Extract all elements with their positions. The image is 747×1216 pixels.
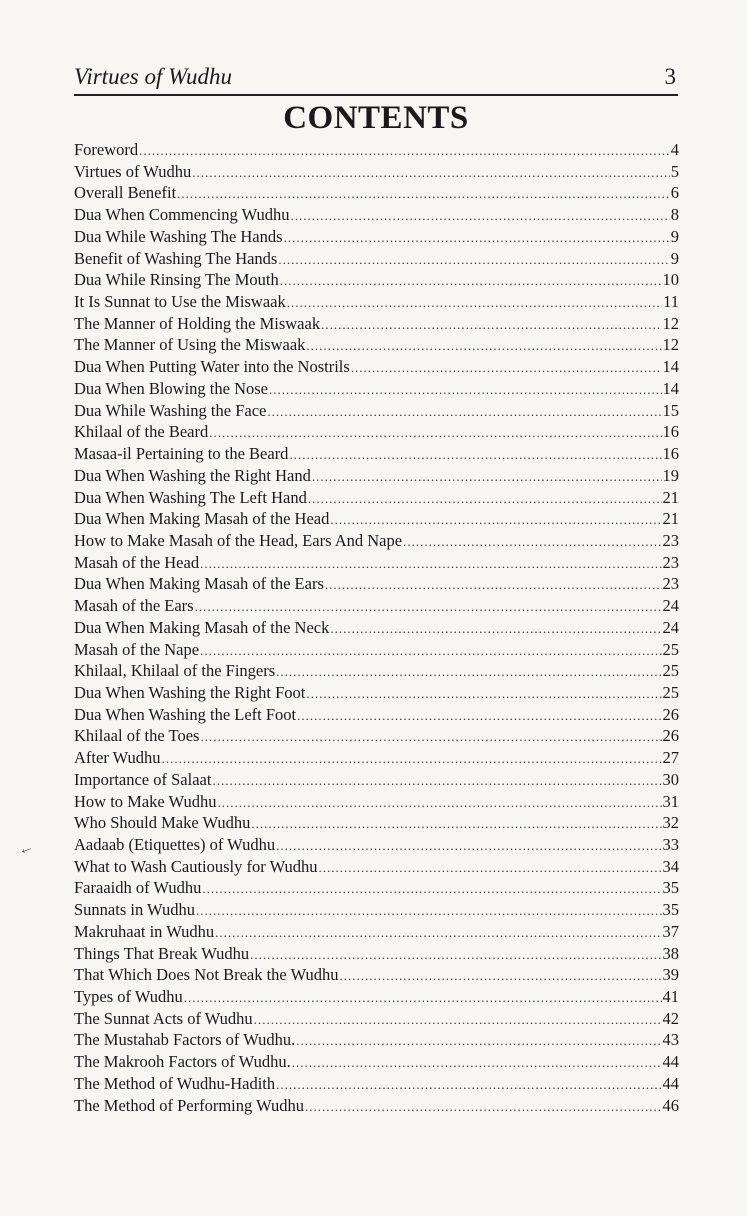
- toc-dot-leader: [297, 705, 661, 726]
- toc-dot-leader: [330, 509, 661, 530]
- toc-entry: [74, 639, 679, 661]
- toc-entry-title: Virtues of Wudhu: [74, 161, 192, 181]
- toc-dot-leader: [280, 270, 662, 291]
- toc-entry-page: 30: [662, 769, 679, 789]
- toc-entry-page: 25: [662, 661, 679, 681]
- toc-entry: [74, 1029, 679, 1051]
- toc-entry-title: Dua When Making Masah of the Neck: [74, 617, 330, 637]
- toc-entry-page: 33: [662, 835, 679, 854]
- toc-entry: [74, 791, 679, 813]
- toc-entry: [74, 161, 679, 183]
- toc-entry-page: 37: [662, 921, 679, 941]
- toc-dot-leader: [200, 726, 661, 747]
- toc-entry: [74, 139, 679, 161]
- toc-entry: [74, 617, 679, 639]
- toc-entry-page: 11: [663, 292, 679, 312]
- toc-entry-page: 19: [662, 465, 679, 485]
- toc-entry-page: 5: [670, 161, 679, 181]
- toc-entry-title: Foreword: [74, 140, 139, 159]
- toc-dot-leader: [305, 1096, 662, 1117]
- toc-entry: [74, 964, 679, 986]
- toc-entry: [74, 508, 679, 530]
- toc-entry: [74, 1073, 679, 1095]
- toc-entry-page: 10: [662, 270, 679, 290]
- toc-entry-title: Overall Benefit: [74, 183, 177, 203]
- toc-entry: [74, 573, 679, 595]
- toc-dot-leader: [306, 335, 661, 356]
- toc-entry-page: 24: [662, 617, 679, 637]
- toc-dot-leader: [284, 227, 670, 248]
- toc-dot-leader: [290, 205, 669, 226]
- toc-entry-title: Masah of the Ears: [74, 596, 194, 616]
- toc-entry-page: 6: [670, 183, 679, 203]
- toc-entry-title: The Method of Wudhu-Hadith: [74, 1073, 276, 1093]
- book-title: Virtues of Wudhu: [74, 64, 233, 89]
- toc-entry: [74, 269, 679, 291]
- toc-dot-leader: [184, 987, 662, 1008]
- toc-entry-title: Dua When Washing The Left Hand: [74, 487, 307, 507]
- toc-entry-title: Faraaidh of Wudhu: [74, 878, 202, 898]
- toc-entry-title: Types of Wudhu: [74, 987, 183, 1007]
- toc-entry-title: Aadaab (Etiquettes) of Wudhu: [74, 835, 276, 854]
- toc-dot-leader: [287, 292, 662, 313]
- toc-entry-page: 16: [662, 444, 679, 464]
- toc-entry-page: 44: [662, 1052, 679, 1072]
- toc-entry-title: How to Make Wudhu: [74, 791, 217, 811]
- toc-entry: [74, 182, 679, 204]
- toc-dot-leader: [177, 183, 670, 204]
- toc-entry-page: 4: [670, 140, 679, 159]
- toc-entry: [74, 1095, 679, 1117]
- toc-entry: [74, 487, 679, 509]
- toc-entry: [74, 356, 679, 378]
- toc-entry-title: Dua When Washing the Right Hand: [74, 465, 311, 485]
- toc-dot-leader: [308, 488, 662, 509]
- toc-entry-title: Dua While Washing The Hands: [74, 226, 283, 246]
- toc-dot-leader: [200, 553, 661, 574]
- toc-entry: [74, 747, 679, 769]
- toc-entry-page: 41: [662, 987, 679, 1007]
- toc-entry: [74, 378, 679, 400]
- toc-entry-page: 23: [662, 552, 679, 572]
- toc-entry-title: Khilaal of the Beard: [74, 422, 209, 442]
- toc-entry-title: How to Make Masah of the Head, Ears And Nape: [74, 530, 403, 550]
- toc-dot-leader: [267, 401, 661, 422]
- toc-entry: [74, 725, 679, 747]
- toc-entry-page: 26: [662, 704, 679, 724]
- toc-entry-page: 23: [662, 574, 679, 594]
- toc-entry-title: Dua When Washing the Left Foot: [74, 704, 297, 724]
- toc-entry-page: 42: [662, 1008, 679, 1028]
- toc-entry-title: What to Wash Cautiously for Wudhu: [74, 856, 318, 876]
- toc-dot-leader: [296, 1030, 661, 1051]
- toc-entry-title: Who Should Make Wudhu: [74, 813, 251, 833]
- toc-dot-leader: [250, 944, 661, 965]
- toc-entry-page: 27: [662, 748, 679, 768]
- toc-entry-page: 8: [670, 205, 679, 225]
- toc-dot-leader: [351, 357, 662, 378]
- toc-dot-leader: [340, 965, 662, 986]
- toc-dot-leader: [278, 249, 669, 270]
- toc-entry: [74, 921, 679, 943]
- toc-entry-title: Makruhaat in Wudhu: [74, 921, 215, 941]
- toc-entry: [74, 682, 679, 704]
- toc-dot-leader: [276, 661, 661, 682]
- toc-entry-title: The Sunnat Acts of Wudhu: [74, 1008, 253, 1028]
- toc-entry-title: Dua When Commencing Wudhu: [74, 205, 290, 225]
- toc-entry: [74, 943, 679, 965]
- toc-entry: [74, 660, 679, 682]
- toc-entry: [74, 899, 679, 921]
- toc-entry-page: 12: [662, 335, 679, 355]
- toc-entry: [74, 443, 679, 465]
- toc-entry-title: After Wudhu: [74, 748, 161, 768]
- toc-entry-title: Dua While Washing the Face: [74, 400, 267, 420]
- toc-dot-leader: [192, 162, 670, 183]
- toc-entry-page: 14: [662, 378, 679, 398]
- toc-entry: [74, 313, 679, 335]
- toc-entry-title: Things That Break Wudhu: [74, 943, 250, 963]
- toc-entry-title: Sunnats in Wudhu: [74, 900, 195, 920]
- toc-dot-leader: [306, 683, 661, 704]
- toc-entry-page: 35: [662, 878, 679, 898]
- toc-entry: [74, 812, 679, 834]
- toc-entry-page: 24: [662, 596, 679, 616]
- toc-entry-page: 21: [662, 509, 679, 529]
- toc-entry-page: 46: [662, 1095, 679, 1115]
- toc-dot-leader: [215, 922, 661, 943]
- toc-entry: [74, 204, 679, 226]
- toc-entry: [74, 465, 679, 487]
- toc-entry-title: Dua While Rinsing The Mouth: [74, 270, 279, 290]
- toc-entry-page: 25: [662, 682, 679, 702]
- toc-dot-leader: [217, 792, 661, 813]
- toc-entry: [74, 421, 679, 443]
- page-number: 3: [664, 64, 676, 89]
- toc-entry-page: 15: [662, 400, 679, 420]
- toc-entry: [74, 986, 679, 1008]
- toc-entry-page: 44: [662, 1073, 679, 1093]
- toc-dot-leader: [202, 878, 661, 899]
- toc-dot-leader: [269, 379, 662, 400]
- toc-entry: [74, 530, 679, 552]
- toc-entry-title: Masah of the Nape: [74, 639, 200, 659]
- contents-heading: CONTENTS: [283, 100, 469, 136]
- toc-dot-leader: [162, 748, 662, 769]
- toc-dot-leader: [292, 1052, 662, 1073]
- toc-entry: [74, 226, 679, 248]
- toc-dot-leader: [200, 640, 661, 661]
- toc-dot-leader: [195, 596, 662, 617]
- toc-entry-page: 9: [670, 226, 679, 246]
- toc-dot-leader: [330, 618, 661, 639]
- toc-entry-title: Benefit of Washing The Hands: [74, 248, 278, 268]
- toc-entry: [74, 834, 679, 856]
- toc-entry-title: Dua When Making Masah of the Ears: [74, 574, 324, 594]
- toc-entry-title: Dua When Putting Water into the Nostrils: [74, 357, 350, 377]
- toc-dot-leader: [319, 857, 662, 878]
- toc-dot-leader: [276, 1074, 661, 1095]
- toc-dot-leader: [251, 813, 661, 834]
- toc-entry-title: Dua When Washing the Right Foot: [74, 682, 306, 702]
- toc-entry-page: 26: [662, 726, 679, 746]
- toc-entry-page: 21: [662, 487, 679, 507]
- toc-entry-title: Dua When Blowing the Nose: [74, 378, 268, 398]
- toc-dot-leader: [289, 444, 661, 465]
- toc-entry-page: 34: [662, 856, 679, 876]
- toc-dot-leader: [209, 422, 661, 443]
- toc-entry-page: 25: [662, 639, 679, 659]
- toc-dot-leader: [403, 531, 661, 552]
- toc-entry: [74, 1008, 679, 1030]
- toc-entry-title: Khilaal, Khilaal of the Fingers: [74, 661, 276, 681]
- toc-entry: [74, 334, 679, 356]
- toc-dot-leader: [321, 314, 661, 335]
- toc-entry-title: That Which Does Not Break the Wudhu: [74, 965, 339, 985]
- toc-entry: [74, 400, 679, 422]
- toc-entry-title: The Makrooh Factors of Wudhu.: [74, 1052, 291, 1072]
- running-header: [74, 62, 678, 96]
- toc-dot-leader: [276, 835, 661, 856]
- toc-dot-leader: [196, 900, 662, 921]
- toc-entry-page: 12: [662, 313, 679, 333]
- toc-entry-title: Masaa-il Pertaining to the Beard: [74, 444, 289, 464]
- toc-entry-title: Importance of Salaat: [74, 769, 212, 789]
- toc-entry-page: 14: [662, 357, 679, 377]
- toc-entry-title: The Manner of Holding the Miswaak: [74, 313, 321, 333]
- toc-entry-title: Khilaal of the Toes: [74, 726, 200, 746]
- toc-dot-leader: [212, 770, 661, 791]
- table-of-contents: [74, 139, 679, 1116]
- toc-entry-title: The Mustahab Factors of Wudhu.: [74, 1030, 296, 1050]
- toc-entry: [74, 1051, 679, 1073]
- toc-entry-page: 16: [662, 422, 679, 442]
- toc-entry-title: Dua When Making Masah of the Head: [74, 509, 330, 529]
- toc-entry: [74, 856, 679, 878]
- toc-entry: [74, 248, 679, 270]
- toc-entry: [74, 704, 679, 726]
- toc-entry: [74, 877, 679, 899]
- toc-entry-page: 38: [662, 943, 679, 963]
- toc-entry-title: The Manner of Using the Miswaak: [74, 335, 306, 355]
- toc-entry-page: 39: [662, 965, 679, 985]
- toc-entry-title: It Is Sunnat to Use the Miswaak: [74, 292, 286, 312]
- toc-entry: [74, 595, 679, 617]
- toc-entry-title: The Method of Performing Wudhu: [74, 1095, 304, 1115]
- toc-entry-page: 43: [662, 1030, 679, 1050]
- toc-dot-leader: [312, 466, 662, 487]
- margin-arrow-mark-icon: ←: [15, 837, 37, 860]
- toc-dot-leader: [139, 140, 670, 161]
- toc-dot-leader: [254, 1009, 662, 1030]
- toc-entry-title: Masah of the Head: [74, 552, 200, 572]
- toc-entry: [74, 291, 679, 313]
- toc-entry-page: 9: [670, 248, 679, 268]
- toc-entry: [74, 769, 679, 791]
- toc-entry-page: 35: [662, 900, 679, 920]
- toc-entry-page: 23: [662, 530, 679, 550]
- toc-entry-page: 32: [662, 813, 679, 833]
- toc-entry-page: 31: [662, 791, 679, 811]
- toc-entry: [74, 552, 679, 574]
- toc-dot-leader: [325, 574, 662, 595]
